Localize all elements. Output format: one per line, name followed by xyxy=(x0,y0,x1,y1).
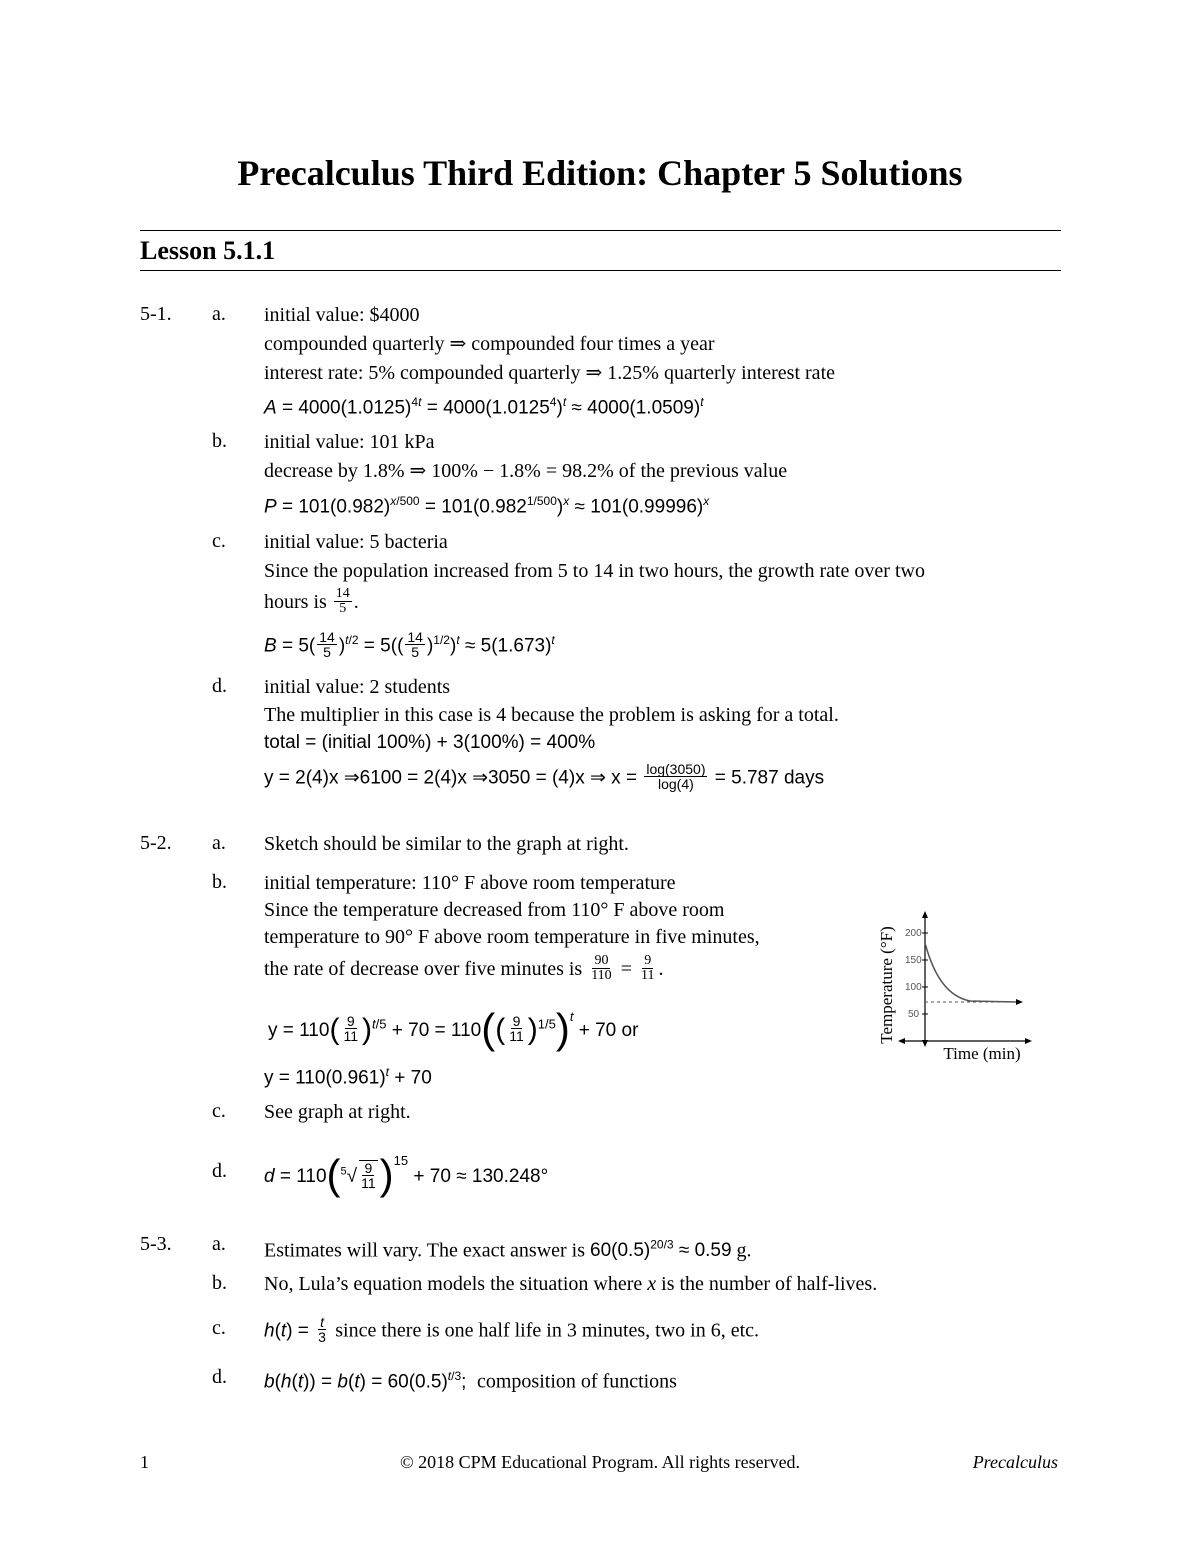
book-name: Precalculus xyxy=(972,1452,1058,1472)
y-tick-label: 150 xyxy=(905,955,922,966)
equation-5-2d: d = 110($^5$√ $\frac{9}{11}$ )$^{15}$ + 70 ≈ 130.248° xyxy=(264,1151,549,1198)
part-label: b. xyxy=(212,430,227,452)
text-line: Estimates will vary. The exact answer is $60(0.5)^{20/3} \approx 0.59$ g. xyxy=(264,1238,752,1262)
curve-arrow xyxy=(1016,999,1023,1005)
part-label: c. xyxy=(212,1317,226,1339)
part-label: a. xyxy=(212,303,226,325)
text-line: h(t) = $\frac{t}{3}$ since there is one half life in 3 minutes, two in 6, etc. xyxy=(264,1314,760,1345)
part-label: d. xyxy=(212,1160,227,1182)
x-axis-arrow-right xyxy=(1025,1038,1032,1044)
part-label: c. xyxy=(212,1100,226,1122)
top-rule xyxy=(140,230,1061,231)
lesson-rule xyxy=(140,270,1061,271)
problem-number-5-3: 5-3. xyxy=(140,1233,172,1255)
copyright: © 2018 CPM Educational Program. All rights reserved. xyxy=(399,1452,801,1472)
part-label: d. xyxy=(212,675,227,697)
text-line: initial value: 5 bacteria xyxy=(264,531,448,553)
text-line: initial value: 2 students xyxy=(264,676,451,698)
page-number: 1 xyxy=(140,1452,149,1472)
text-line: See graph at right. xyxy=(264,1101,411,1123)
page-title: Precalculus Third Edition: Chapter 5 Solutions xyxy=(237,153,963,193)
y-tick-label: 50 xyxy=(908,1009,920,1020)
equation-5-1c: B = 5( $\frac{14}{5}$ )$^{t/2}$ = 5(( $\frac{14}{5}$ )$^{1/2})^t \approx 5(1.673)^t$ xyxy=(264,628,555,660)
equation-5-2b-2: $y = 110(0.961)^t + 70$ xyxy=(264,1065,432,1089)
part-label: b. xyxy=(212,1272,227,1294)
text-line: initial value: 101 kPa xyxy=(264,431,435,453)
text-line: initial temperature: 110° F above room temperature xyxy=(264,872,676,894)
text-line: total = (initial 100%) + 3(100%) = 400% xyxy=(264,732,596,753)
y-axis-arrow-top xyxy=(922,911,928,918)
part-label: b. xyxy=(212,871,227,893)
y-tick-label: 100 xyxy=(905,982,922,993)
part-label: a. xyxy=(212,832,226,854)
text-line: Since the population increased from 5 to 14 in two hours, the growth rate over two xyxy=(264,560,925,582)
equation-5-1b: $P = 101(0.982)^{x/500} = 101(0.982^{1/500})^x \approx 101(0.99996)^x$ xyxy=(264,494,710,518)
equation-5-1d: y = 2(4)x ⇒6100 = 2(4)x ⇒3050 = (4)x ⇒ x = $\frac{\log(3050)}{\log(4)}$ = 5.787 days xyxy=(264,761,825,792)
x-axis-arrow-left xyxy=(898,1038,905,1044)
text-line: hours is $\frac{14}{5}$ . xyxy=(264,586,359,616)
problem-number-5-2: 5-2. xyxy=(140,832,172,854)
text-line: initial value: $4000 xyxy=(264,304,420,326)
text-line: interest rate: 5% compounded quarterly ⇒ 1.25% quarterly interest rate xyxy=(264,362,835,384)
temperature-graph xyxy=(870,905,1040,1065)
equation-5-1a: $A = 4000(1.0125)^{4t} = 4000(1.0125^4)^t \approx 4000(1.0509)^t$ xyxy=(264,395,704,419)
text-line: compounded quarterly ⇒ compounded four times a year xyxy=(264,333,715,355)
text-line: No, Lula’s equation models the situation where x is the number of half-lives. xyxy=(264,1273,878,1295)
text-line: $b(h(t)) = b(t) = 60(0.5)^{t/3}$; composition of functions xyxy=(264,1369,677,1393)
decay-curve xyxy=(925,943,1020,1002)
text-line: temperature to 90° F above room temperature in five minutes, xyxy=(264,926,760,948)
text-line: Since the temperature decreased from 110° F above room xyxy=(264,899,725,921)
graph-x-label: Time (min) xyxy=(943,1044,1021,1063)
problem-number-5-1: 5-1. xyxy=(140,303,172,325)
part-label: a. xyxy=(212,1233,226,1255)
lesson-heading: Lesson 5.1.1 xyxy=(140,236,276,265)
part-label: d. xyxy=(212,1366,227,1388)
fraction: $\frac{14}{5}$ xyxy=(335,586,350,616)
text-line: decrease by 1.8% ⇒ 100% − 1.8% = 98.2% of the previous value xyxy=(264,460,788,482)
text-line: the rate of decrease over five minutes is $\frac{90}{110}$ = $\frac{9}{11}$ . xyxy=(264,953,664,983)
part-label: c. xyxy=(212,530,226,552)
y-tick-label: 200 xyxy=(905,928,922,939)
text-line: The multiplier in this case is 4 because the problem is asking for a total. xyxy=(264,704,839,726)
equation-5-2b-1: y = 110( $\frac{9}{11}$ )$^{t/5}$ + 70 = 110(( $\frac{9}{11}$ )$^{1/5}$)$^t$ + 70 or xyxy=(268,1005,639,1052)
graph-y-label: Temperature (°F) xyxy=(877,926,896,1044)
text-line: Sketch should be similar to the graph at right. xyxy=(264,833,629,855)
